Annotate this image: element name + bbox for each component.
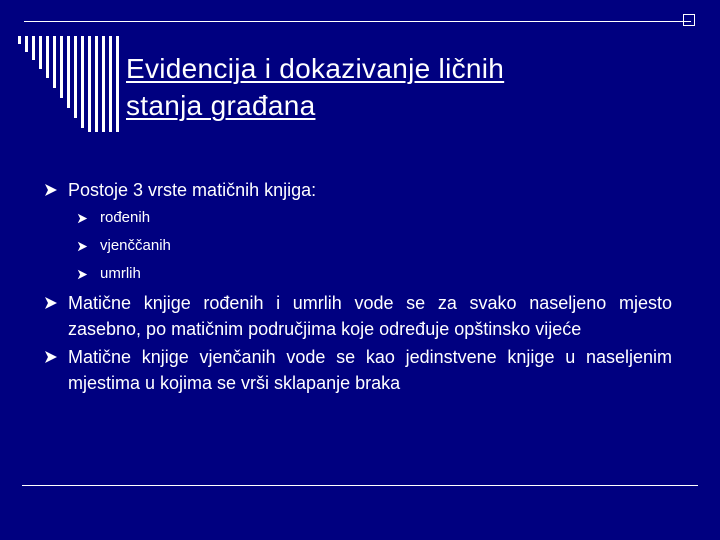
- slide-content: [44, 177, 672, 396]
- sub-item-2: [44, 232, 672, 260]
- bottom-rule: [22, 485, 698, 486]
- title-line-1: Evidencija i dokazivanje ličnih: [126, 53, 505, 84]
- sub-item-1-text: rođenih: [100, 209, 151, 226]
- top-rule: [24, 21, 691, 22]
- bullet-1-text: Postoje 3 vrste matičnih knjiga:: [68, 180, 317, 200]
- bullet-1: [44, 177, 672, 203]
- sub-item-2-text: vjenččanih: [100, 237, 171, 254]
- arrow-bullet-icon: [77, 213, 88, 224]
- corner-square-decoration: [683, 14, 695, 26]
- slide-title: [126, 50, 666, 124]
- bars-graphic: [18, 36, 128, 136]
- arrow-bullet-icon: [44, 296, 58, 310]
- arrow-bullet-icon: [77, 269, 88, 280]
- sub-list: [44, 204, 672, 288]
- bullet-3: [44, 344, 672, 396]
- title-line-2: stanja građana: [126, 90, 316, 121]
- sub-item-3-text: umrlih: [100, 265, 141, 282]
- arrow-bullet-icon: [44, 183, 58, 197]
- bullet-2: [44, 290, 672, 342]
- bullet-2-text: Matične knjige rođenih i umrlih vode se za svako naseljeno mjesto zasebno, po matičnim područjima koje određuje opštinsko vijeće: [68, 293, 672, 339]
- sub-item-3: [44, 260, 672, 288]
- arrow-bullet-icon: [44, 350, 58, 364]
- bullet-3-text: Matične knjige vjenčanih vode se kao jedinstvene knjige u naseljenim mjestima u kojima se vrši sklapanje braka: [68, 347, 672, 393]
- vertical-bars-decoration: [18, 36, 128, 136]
- arrow-bullet-icon: [77, 241, 88, 252]
- sub-item-1: [44, 204, 672, 232]
